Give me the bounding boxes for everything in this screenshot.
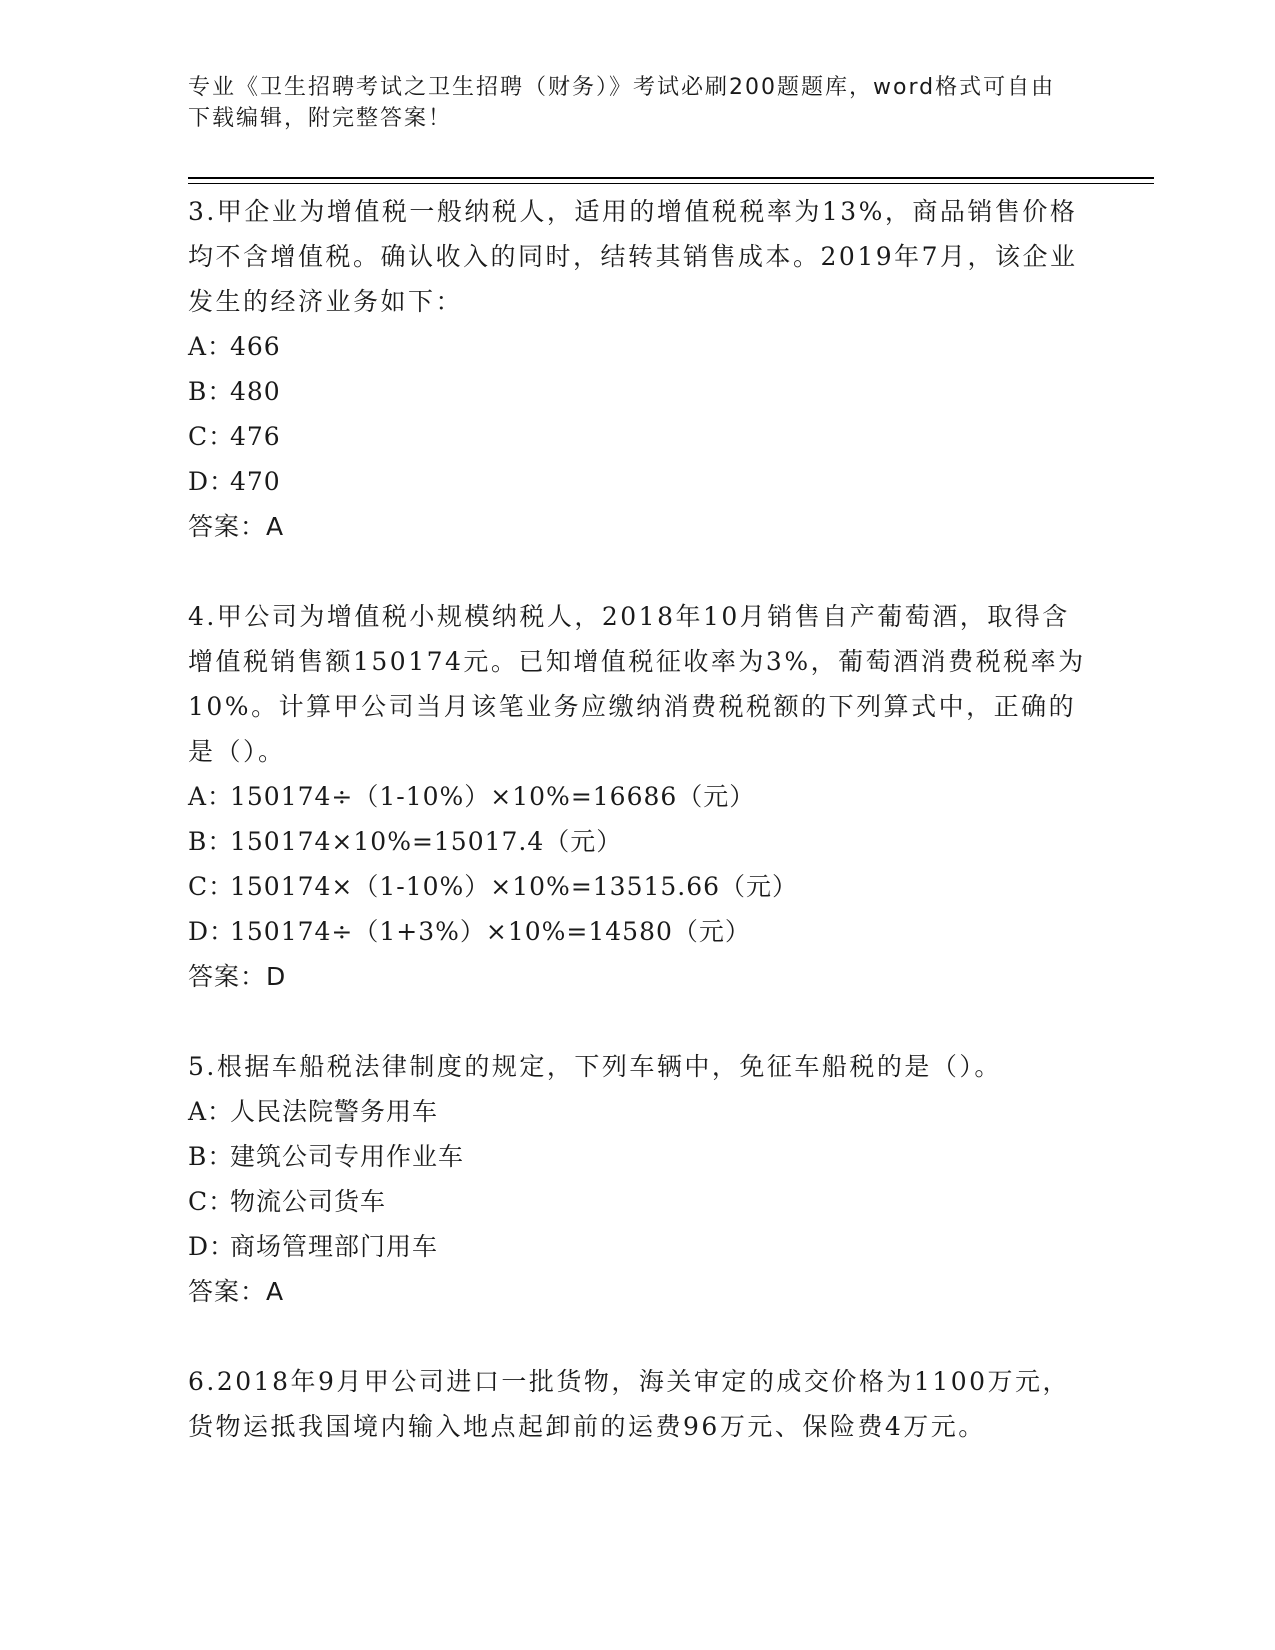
option-text: 150174×（1-10%）×10%=13515.66（元） [230,872,799,901]
option-text: 480 [230,377,281,406]
answer-line: 答案：A [188,1277,285,1306]
option-key: D： [188,467,236,496]
option-key: A： [188,782,234,811]
option-text: 人民法院警务用车 [230,1097,439,1126]
question-block [188,1359,1088,1449]
option-a [188,774,1088,819]
option-text: 150174÷（1-10%）×10%=16686（元） [230,782,756,811]
option-d [188,909,1088,954]
question-text: 4.甲公司为增值税小规模纳税人，2018年10月销售自产葡萄酒，取得含增值税销售额150174元。已知增值税征收率为3%，葡萄酒消费税税率为10%。计算甲公司当月该笔业务应缴纳消费税税额的下列算式中，正确的是（）。 [188,602,1086,766]
option-key: B： [188,377,234,406]
header-divider-thick [188,177,1154,179]
option-key: C： [188,1187,235,1216]
option-key: A： [188,332,234,361]
option-text: 150174×10%=15017.4（元） [230,827,623,856]
question-block [188,1044,1088,1314]
option-text: 466 [230,332,281,361]
option-text: 建筑公司专用作业车 [230,1142,465,1171]
option-text: 物流公司货车 [230,1187,387,1216]
option-c [188,1179,1088,1224]
option-c [188,864,1088,909]
option-text: 商场管理部门用车 [230,1232,439,1261]
option-a [188,324,1088,369]
option-key: B： [188,1142,234,1171]
option-text: 476 [230,422,281,451]
option-key: A： [188,1097,234,1126]
question-block [188,189,1088,549]
option-d [188,459,1088,504]
option-text: 470 [230,467,281,496]
option-b [188,1134,1088,1179]
answer-line: 答案：A [188,512,285,541]
question-text: 5.根据车船税法律制度的规定，下列车辆中，免征车船税的是（）。 [188,1052,1002,1081]
header-divider-thin [188,183,1154,184]
question-text: 6.2018年9月甲公司进口一批货物，海关审定的成交价格为1100万元，货物运抵我国境内输入地点起卸前的运费96万元、保险费4万元。 [188,1367,1071,1441]
option-text: 150174÷（1+3%）×10%=14580（元） [230,917,751,946]
document-header: 专业《卫生招聘考试之卫生招聘（财务）》考试必刷200题题库，word格式可自由下载编辑，附完整答案！ [188,75,1056,131]
option-d [188,1224,1088,1269]
option-c [188,414,1088,459]
question-list [188,189,1088,1494]
question-block [188,594,1088,999]
option-key: D： [188,917,236,946]
answer-line: 答案：D [188,962,287,991]
option-key: D： [188,1232,236,1261]
option-b [188,819,1088,864]
option-key: C： [188,422,235,451]
option-key: B： [188,827,234,856]
option-a [188,1089,1088,1134]
option-key: C： [188,872,235,901]
option-b [188,369,1088,414]
question-text: 3.甲企业为增值税一般纳税人，适用的增值税税率为13%，商品销售价格均不含增值税。确认收入的同时，结转其销售成本。2019年7月，该企业发生的经济业务如下： [188,197,1078,316]
